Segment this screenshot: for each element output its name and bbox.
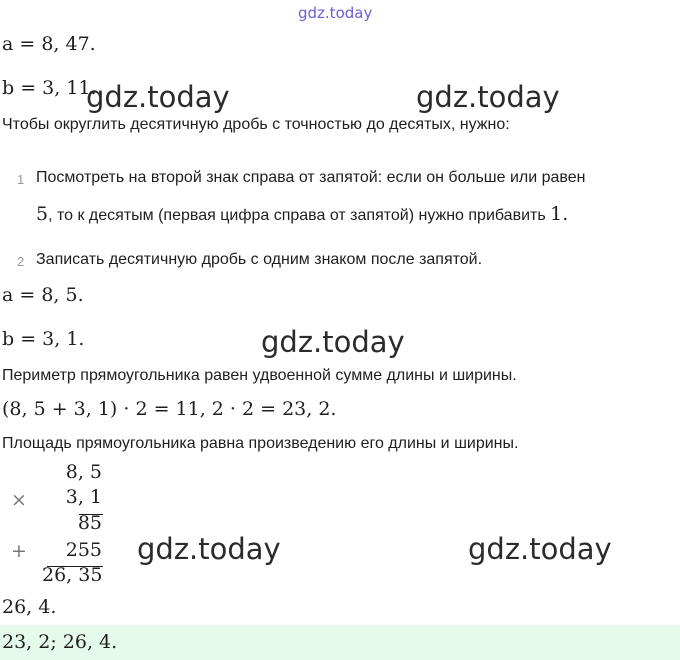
watermark: gdz.today <box>86 80 230 114</box>
area-text: Площадь прямоугольника равна произведению его длины и ширины. <box>2 435 519 452</box>
rounded-b: b = 3, 1. <box>2 328 85 350</box>
rule-intro: Чтобы округлить десятичную дробь с точностью до десятых, нужно: <box>2 116 510 133</box>
step-math: 1. <box>550 203 569 225</box>
mult-partial-1: 85 <box>77 512 102 534</box>
step-math: 5 <box>36 203 49 225</box>
watermark: gdz.today <box>261 325 405 359</box>
step-text: Записать десятичную дробь с одним знаком после запятой. <box>36 251 483 268</box>
step-number: 2 <box>17 254 25 269</box>
mult-partial-2: 255 <box>65 539 102 561</box>
given-b: b = 3, 11. <box>2 77 97 99</box>
given-a: a = 8, 47. <box>2 33 96 55</box>
step-text-continuation <box>36 203 568 225</box>
mult-row-2: 3, 1 <box>65 486 102 508</box>
watermark-top: gdz.today <box>298 4 373 22</box>
mult-result: 26, 35 <box>42 564 103 586</box>
watermark: gdz.today <box>416 80 560 114</box>
perimeter-text: Периметр прямоугольника равен удвоенной сумме длины и ширины. <box>2 367 517 384</box>
area-result: 26, 4. <box>2 596 57 618</box>
step-text: , то к десятым (первая цифра справа от запятой) нужно прибавить <box>48 207 551 224</box>
plus-sign: + <box>11 540 27 562</box>
answer: 23, 2; 26, 4. <box>2 631 118 653</box>
times-sign: × <box>11 489 27 511</box>
rounded-a: a = 8, 5. <box>2 284 84 306</box>
perimeter-calc: (8, 5 + 3, 1) · 2 = 11, 2 · 2 = 23, 2. <box>2 398 337 420</box>
step-text: Посмотреть на второй знак справа от запятой: если он больше или равен <box>36 169 586 186</box>
mult-row-1: 8, 5 <box>65 461 102 483</box>
watermark: gdz.today <box>468 532 612 566</box>
step-number: 1 <box>17 172 25 187</box>
watermark: gdz.today <box>137 532 281 566</box>
